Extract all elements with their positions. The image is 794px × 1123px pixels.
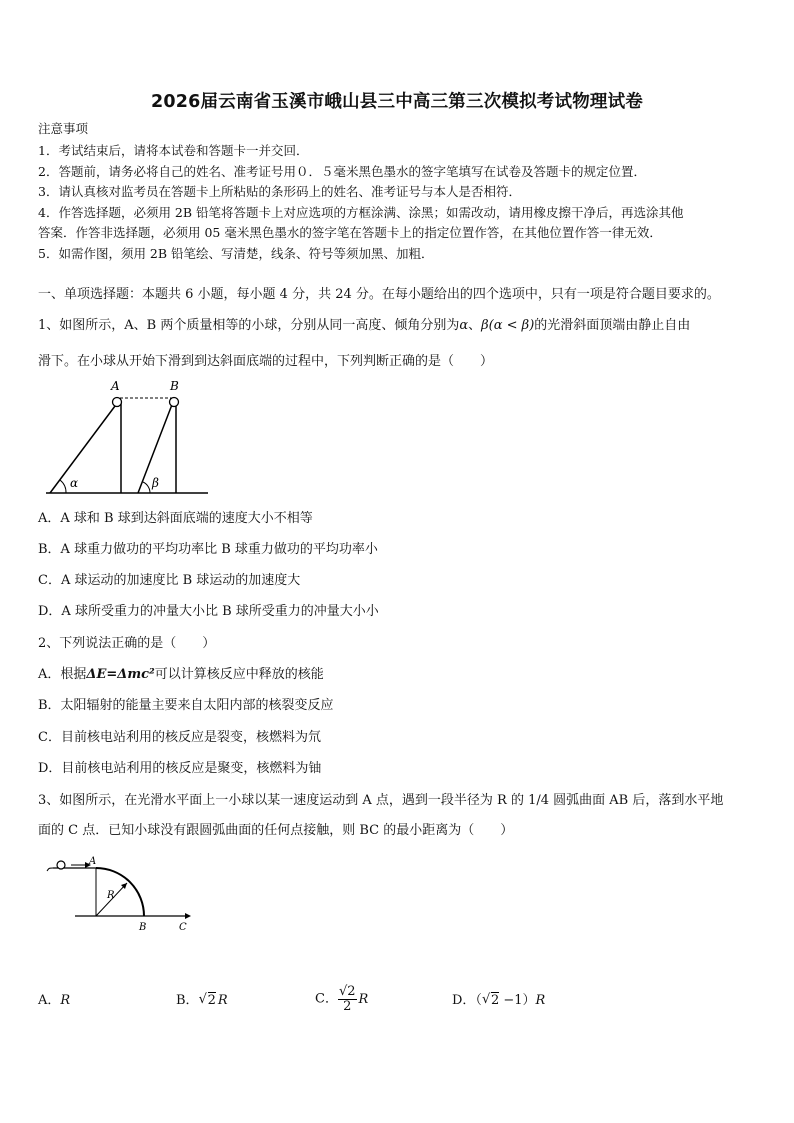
label-b: B bbox=[139, 922, 147, 933]
q3-option-a-label: A． bbox=[38, 993, 61, 1008]
q3-option-b-root: 2 bbox=[207, 993, 216, 1008]
q3-stem-line2: 面的 C 点．已知小球没有跟圆弧曲面的任何点接触，则 BC 的最小距离为（ ） bbox=[38, 823, 514, 838]
q1-option-b: B．A 球重力做功的平均功率比 B 球重力做功的平均功率小 bbox=[38, 542, 378, 557]
q1-alpha: α bbox=[459, 318, 469, 333]
q3-option-b-var: R bbox=[217, 993, 228, 1008]
q2-option-d: D．目前核电站利用的核反应是聚变，核燃料为铀 bbox=[38, 761, 322, 776]
notice-item-5: 5．如需作图，须用 2B 铅笔绘、写清楚，线条、符号等须加黑、加粗． bbox=[38, 246, 434, 261]
label-beta: β bbox=[152, 476, 159, 490]
q1-figure bbox=[40, 378, 215, 498]
q2-option-a bbox=[38, 666, 324, 684]
curve-edge bbox=[47, 868, 53, 871]
q1-stem-line1 bbox=[38, 317, 690, 335]
q3-option-d-var: R bbox=[535, 993, 546, 1008]
label-a: A bbox=[111, 379, 120, 393]
notice-item-2: 2．答题前，请务必将自己的姓名、准考证号用０．５毫米黑色墨水的签字笔填写在试卷及答题卡的规定位置． bbox=[38, 164, 646, 179]
notice-item-3: 3．请认真核对监考员在答题卡上所粘贴的条形码上的姓名、准考证号与本人是否相符． bbox=[38, 184, 521, 199]
ball-b bbox=[170, 398, 179, 407]
notice-item-4: 4．作答选择题，必须用 2B 铅笔将答题卡上对应选项的方框涂满、涂黑；如需改动，请用橡皮擦干净后，再选涂其他 bbox=[38, 205, 684, 220]
q1-stem-b: 的光滑斜面顶端由静止自由 bbox=[534, 318, 691, 333]
label-b: B bbox=[170, 379, 179, 393]
label-c: C bbox=[179, 922, 187, 933]
label-r: R bbox=[107, 890, 115, 901]
q3-option-b-label: B． bbox=[176, 993, 199, 1008]
q3-stem-line1: 3、如图所示，在光滑水平面上一小球以某一速度运动到 A 点，遇到一段半径为 R 的 1/4 圆弧曲面 AB 后，落到水平地 bbox=[38, 793, 724, 808]
ball bbox=[57, 861, 65, 869]
q1-option-d: D．A 球所受重力的冲量大小比 B 球所受重力的冲量大小小 bbox=[38, 604, 379, 619]
angle-arc-a bbox=[60, 480, 66, 493]
q2-option-c: C．目前核电站利用的核反应是裂变，核燃料为氘 bbox=[38, 730, 321, 745]
q2-option-b: B．太阳辐射的能量主要来自太阳内部的核裂变反应 bbox=[38, 698, 334, 713]
q3-option-d-root: 2 bbox=[490, 993, 500, 1008]
q2-option-a-prefix: A．根据 bbox=[38, 667, 87, 682]
ground-arrowhead bbox=[185, 913, 191, 919]
ball-a bbox=[113, 398, 122, 407]
q1-option-a: A．A 球和 B 球到达斜面底端的速度大小不相等 bbox=[38, 511, 313, 526]
q1-option-c: C．A 球运动的加速度比 B 球运动的加速度大 bbox=[38, 573, 301, 588]
q3-option-d bbox=[452, 992, 545, 1010]
angle-arc-b bbox=[143, 482, 150, 493]
q3-option-c-var: R bbox=[358, 991, 369, 1007]
q3-option-c bbox=[315, 985, 368, 1014]
q3-option-a-value: R bbox=[60, 993, 71, 1008]
fraction bbox=[338, 985, 357, 1014]
q1-condition: β(α < β) bbox=[481, 318, 535, 333]
incline-a bbox=[50, 402, 118, 493]
label-alpha: α bbox=[70, 476, 79, 490]
section-heading: 一、单项选择题：本题共 6 小题，每小题 4 分，共 24 分。在每小题给出的四个选项中，只有一项是符合题目要求的。 bbox=[38, 287, 720, 302]
notice-item-4-cont: 答案．作答非选择题，必须用 05 毫米黑色墨水的签字笔在答题卡上的指定位置作答，在其他位置作答一律无效． bbox=[38, 225, 662, 240]
q3-option-a bbox=[38, 992, 70, 1010]
q1-sep: 、 bbox=[468, 318, 482, 333]
q3-option-c-den: 2 bbox=[343, 999, 352, 1014]
q3-option-d-mid: −1） bbox=[499, 993, 536, 1008]
q3-option-c-label: C． bbox=[315, 991, 338, 1007]
q2-stem: 2、下列说法正确的是（ ） bbox=[38, 636, 216, 651]
sqrt-symbol: √ 2 bbox=[481, 992, 500, 1008]
q3-option-c-num: √2 bbox=[338, 984, 356, 999]
page-title: 2026届云南省玉溪市峨山县三中高三第三次模拟考试物理试卷 bbox=[150, 92, 643, 112]
q3-option-d-label: D．（ bbox=[452, 993, 482, 1008]
q2-formula: ΔE=Δmc² bbox=[86, 667, 155, 682]
q1-stem-a: 1、如图所示，A、B 两个质量相等的小球，分别从同一高度、倾角分别为 bbox=[38, 318, 460, 333]
sqrt-symbol: √ 2 bbox=[198, 992, 216, 1008]
q1-stem-line2: 滑下。在小球从开始下滑到到达斜面底端的过程中，下列判断正确的是（ ） bbox=[38, 354, 494, 369]
q3-option-b bbox=[176, 992, 228, 1010]
q2-option-a-suffix: 可以计算核反应中释放的核能 bbox=[154, 667, 324, 682]
notice-item-1: 1．考试结束后，请将本试卷和答题卡一并交回． bbox=[38, 143, 309, 158]
notice-heading: 注意事项 bbox=[38, 121, 89, 136]
label-a: A bbox=[89, 856, 97, 867]
q3-figure bbox=[45, 855, 195, 935]
